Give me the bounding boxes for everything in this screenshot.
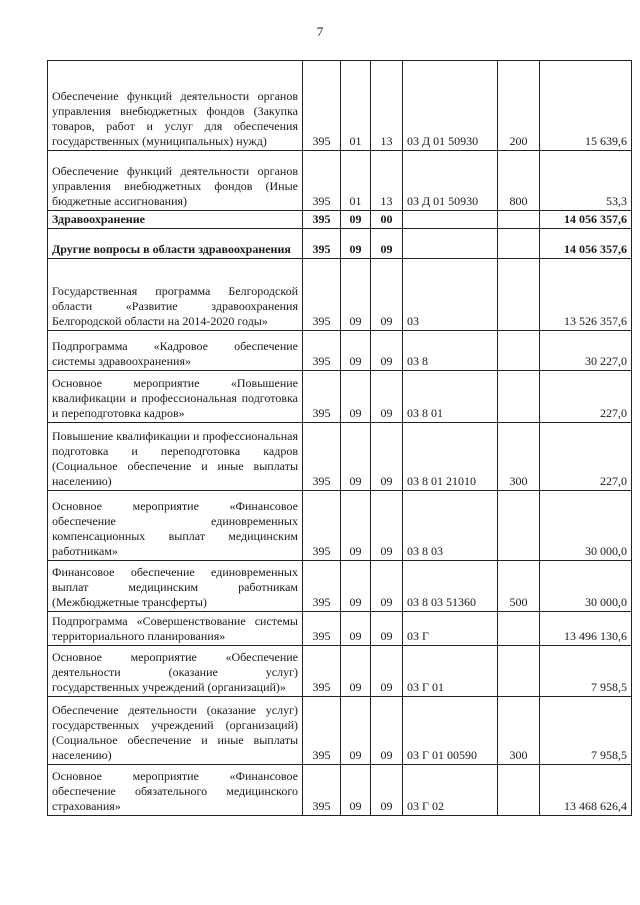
target-item-code-cell: 03 Г (403, 612, 498, 646)
admin-code-cell: 395 (303, 259, 341, 331)
amount-cell: 30 000,0 (540, 561, 632, 612)
table-row (48, 371, 632, 423)
row-description: Финансовое обеспечение единовременных выплат медицинским работникам (Межбюджетные трансферты) (48, 561, 303, 612)
subsection-code-cell: 09 (371, 697, 403, 765)
page-number: 7 (316, 24, 324, 39)
section-code-cell: 09 (341, 423, 371, 491)
subsection-code-cell: 09 (371, 491, 403, 561)
admin-code-cell: 395 (303, 765, 341, 816)
expense-type-code-cell (498, 646, 540, 697)
admin-code-cell: 395 (303, 423, 341, 491)
expense-type-code-cell: 500 (498, 561, 540, 612)
expense-type-code-cell (498, 612, 540, 646)
row-description: Основное мероприятие «Повышение квалификации и профессиональная подготовка и переподготовка кадров» (48, 371, 303, 423)
section-code-cell: 09 (341, 697, 371, 765)
budget-table-body (48, 61, 632, 816)
subsection-code-cell: 09 (371, 259, 403, 331)
table-row (48, 331, 632, 371)
amount-cell: 7 958,5 (540, 646, 632, 697)
expense-type-code-cell (498, 765, 540, 816)
section-code-cell: 09 (341, 259, 371, 331)
table-row (48, 561, 632, 612)
expense-type-code-cell: 300 (498, 697, 540, 765)
admin-code-cell: 395 (303, 61, 341, 151)
amount-cell: 30 227,0 (540, 331, 632, 371)
subsection-code-cell: 09 (371, 423, 403, 491)
admin-code-cell: 395 (303, 491, 341, 561)
admin-code-cell: 395 (303, 331, 341, 371)
admin-code-cell: 395 (303, 211, 341, 229)
amount-cell: 7 958,5 (540, 697, 632, 765)
section-code-cell: 09 (341, 765, 371, 816)
admin-code-cell: 395 (303, 151, 341, 211)
table-row (48, 259, 632, 331)
target-item-code-cell: 03 Д 01 50930 (403, 151, 498, 211)
row-description: Основное мероприятие «Финансовое обеспечение единовременных компенсационных выплат медицинским работникам» (48, 491, 303, 561)
subsection-code-cell: 09 (371, 612, 403, 646)
row-description: Обеспечение функций деятельности органов управления внебюджетных фондов (Закупка товаров, работ и услуг для обеспечения государственных (муниципальных) нужд) (48, 61, 303, 151)
table-row (48, 151, 632, 211)
table-row (48, 646, 632, 697)
expense-type-code-cell (498, 491, 540, 561)
target-item-code-cell: 03 Г 01 00590 (403, 697, 498, 765)
section-code-cell: 09 (341, 491, 371, 561)
amount-cell: 14 056 357,6 (540, 211, 632, 229)
amount-cell: 13 526 357,6 (540, 259, 632, 331)
target-item-code-cell: 03 Г 01 (403, 646, 498, 697)
target-item-code-cell: 03 Д 01 50930 (403, 61, 498, 151)
admin-code-cell: 395 (303, 229, 341, 259)
section-code-cell: 09 (341, 561, 371, 612)
amount-cell: 30 000,0 (540, 491, 632, 561)
expense-type-code-cell: 200 (498, 61, 540, 151)
row-description: Обеспечение функций деятельности органов управления внебюджетных фондов (Иные бюджетные ассигнования) (48, 151, 303, 211)
admin-code-cell: 395 (303, 371, 341, 423)
admin-code-cell: 395 (303, 612, 341, 646)
expense-type-code-cell (498, 211, 540, 229)
table-row (48, 61, 632, 151)
target-item-code-cell: 03 (403, 259, 498, 331)
admin-code-cell: 395 (303, 697, 341, 765)
table-row (48, 612, 632, 646)
target-item-code-cell: 03 8 03 (403, 491, 498, 561)
section-code-cell: 09 (341, 331, 371, 371)
expense-type-code-cell: 300 (498, 423, 540, 491)
admin-code-cell: 395 (303, 646, 341, 697)
subsection-code-cell: 00 (371, 211, 403, 229)
expense-type-code-cell (498, 259, 540, 331)
section-code-cell: 09 (341, 211, 371, 229)
row-description: Другие вопросы в области здравоохранения (48, 229, 303, 259)
table-row (48, 423, 632, 491)
subsection-code-cell: 09 (371, 646, 403, 697)
table-row (48, 697, 632, 765)
amount-cell: 13 468 626,4 (540, 765, 632, 816)
table-row (48, 229, 632, 259)
row-description: Здравоохранение (48, 211, 303, 229)
subsection-code-cell: 13 (371, 61, 403, 151)
row-description: Государственная программа Белгородской области «Развитие здравоохранения Белгородской области на 2014-2020 годы» (48, 259, 303, 331)
subsection-code-cell: 09 (371, 371, 403, 423)
amount-cell: 53,3 (540, 151, 632, 211)
amount-cell: 227,0 (540, 371, 632, 423)
row-description: Подпрограмма «Кадровое обеспечение системы здравоохранения» (48, 331, 303, 371)
target-item-code-cell (403, 229, 498, 259)
row-description: Подпрограмма «Совершенствование системы территориального планирования» (48, 612, 303, 646)
budget-table (47, 60, 632, 816)
row-description: Основное мероприятие «Финансовое обеспечение обязательного медицинского страхования» (48, 765, 303, 816)
subsection-code-cell: 09 (371, 331, 403, 371)
row-description: Повышение квалификации и профессиональная подготовка и переподготовка кадров (Социальное обеспечение и иные выплаты населению) (48, 423, 303, 491)
subsection-code-cell: 09 (371, 561, 403, 612)
table-row (48, 211, 632, 229)
admin-code-cell: 395 (303, 561, 341, 612)
section-code-cell: 09 (341, 229, 371, 259)
target-item-code-cell: 03 8 01 21010 (403, 423, 498, 491)
amount-cell: 14 056 357,6 (540, 229, 632, 259)
target-item-code-cell: 03 8 (403, 331, 498, 371)
target-item-code-cell (403, 211, 498, 229)
target-item-code-cell: 03 8 01 (403, 371, 498, 423)
amount-cell: 227,0 (540, 423, 632, 491)
table-row (48, 765, 632, 816)
section-code-cell: 01 (341, 61, 371, 151)
subsection-code-cell: 13 (371, 151, 403, 211)
section-code-cell: 09 (341, 371, 371, 423)
subsection-code-cell: 09 (371, 229, 403, 259)
table-row (48, 491, 632, 561)
subsection-code-cell: 09 (371, 765, 403, 816)
row-description: Обеспечение деятельности (оказание услуг) государственных учреждений (организаций) (Социальное обеспечение и иные выплаты населению) (48, 697, 303, 765)
expense-type-code-cell (498, 229, 540, 259)
target-item-code-cell: 03 Г 02 (403, 765, 498, 816)
target-item-code-cell: 03 8 03 51360 (403, 561, 498, 612)
expense-type-code-cell (498, 331, 540, 371)
amount-cell: 15 639,6 (540, 61, 632, 151)
expense-type-code-cell: 800 (498, 151, 540, 211)
section-code-cell: 01 (341, 151, 371, 211)
row-description: Основное мероприятие «Обеспечение деятельности (оказание услуг) государственных учреждений (организаций)» (48, 646, 303, 697)
amount-cell: 13 496 130,6 (540, 612, 632, 646)
section-code-cell: 09 (341, 612, 371, 646)
section-code-cell: 09 (341, 646, 371, 697)
expense-type-code-cell (498, 371, 540, 423)
